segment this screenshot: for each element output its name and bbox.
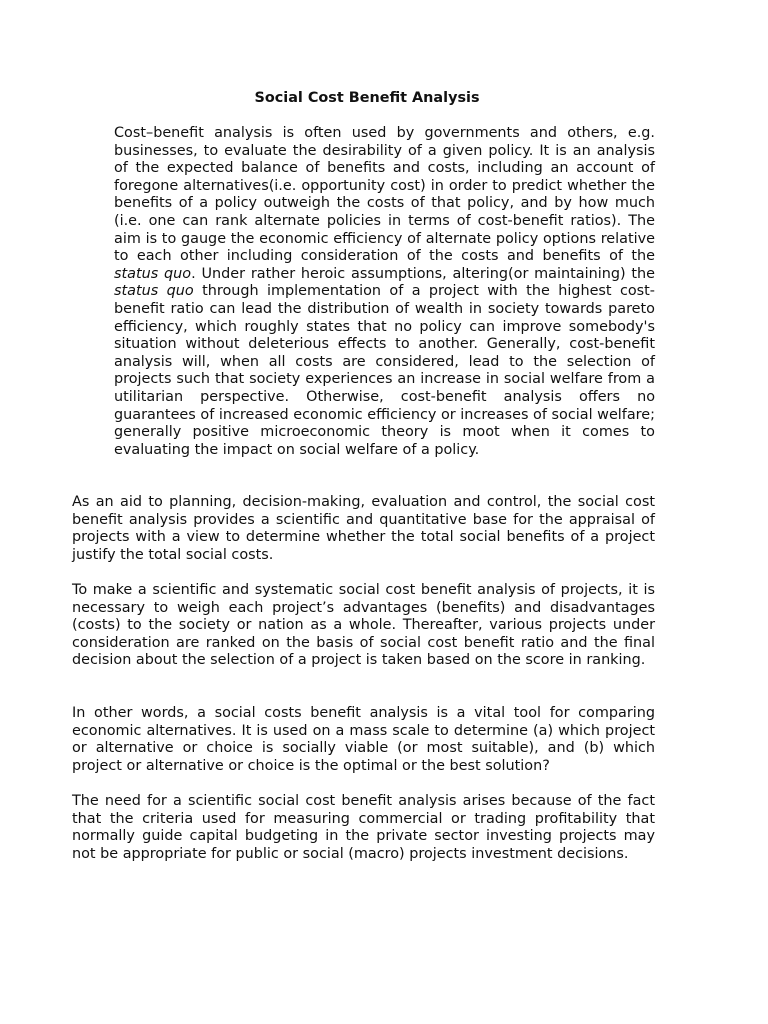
quote-text-part-3: through implementation of a project with the highest cost-benefit ratio can lead the distribution of wealth in society towards pareto efficiency, which roughly states that no policy can improve somebody's situation without deleterious effects to another. Generally, cost-benefit analysis will, when all costs are considered, lead to the selection of projects such that society experiences an increase in social welfare from a utilitarian perspective. Otherwise, cost-benefit analysis offers no guarantees of increased economic efficiency or increases of social welfare; generally positive microeconomic theory is moot when it comes to evaluating the impact on social welfare of a policy. (114, 283, 656, 458)
page-title: Social Cost Benefit Analysis (254, 90, 480, 106)
quote-text-part-1: Cost–benefit analysis is often used by governments and others, e.g. businesses, to evaluate the desirability of a given policy. It is an analysis of the expected balance of benefits and costs, including an account of foregone alternatives(i.e. opportunity cost) in order to predict whether the benefits of a policy outweigh the costs of that policy, and by how much (i.e. one can rank alternate policies in terms of cost-benefit ratios). The aim is to gauge the economic efficiency of alternate policy options relative to each other including consideration of the costs and benefits of the (114, 125, 655, 265)
quote-italic-status-quo-1: status quo (114, 265, 192, 282)
body-paragraph: To make a scientific and systematic social cost benefit analysis of projects, it is necessary to weigh each project’s advantages (benefits) and disadvantages (costs) to the society or nation as a whole. Thereafter, various projects under consideration are ranked on the basis of social cost benefit ratio and the final decision about the selection of a project is taken based on the score in ranking. (72, 582, 655, 669)
body-paragraph: As an aid to planning, decision-making, evaluation and control, the social cost benefit analysis provides a scientific and quantitative base for the appraisal of projects with a view to determine whether the total social benefits of a project justify the total social costs. (72, 494, 655, 563)
body-paragraph: In other words, a social costs benefit analysis is a vital tool for comparing economic alternatives. It is used on a mass scale to determine (a) which project or alternative or choice is socially viable (or most suitable), and (b) which project or alternative or choice is the optimal or the best solution? (72, 705, 655, 774)
quote-italic-status-quo-2: status quo (114, 283, 194, 300)
body-paragraph: The need for a scientific social cost benefit analysis arises because of the fact that the criteria used for measuring commercial or trading profitability that normally guide capital budgeting in the private sector investing projects may not be appropriate for public or social (macro) projects investment decisions. (72, 793, 655, 862)
quote-text-part-2: . Under rather heroic assumptions, altering(or maintaining) the (191, 265, 655, 282)
block-quote-paragraph (114, 125, 655, 459)
